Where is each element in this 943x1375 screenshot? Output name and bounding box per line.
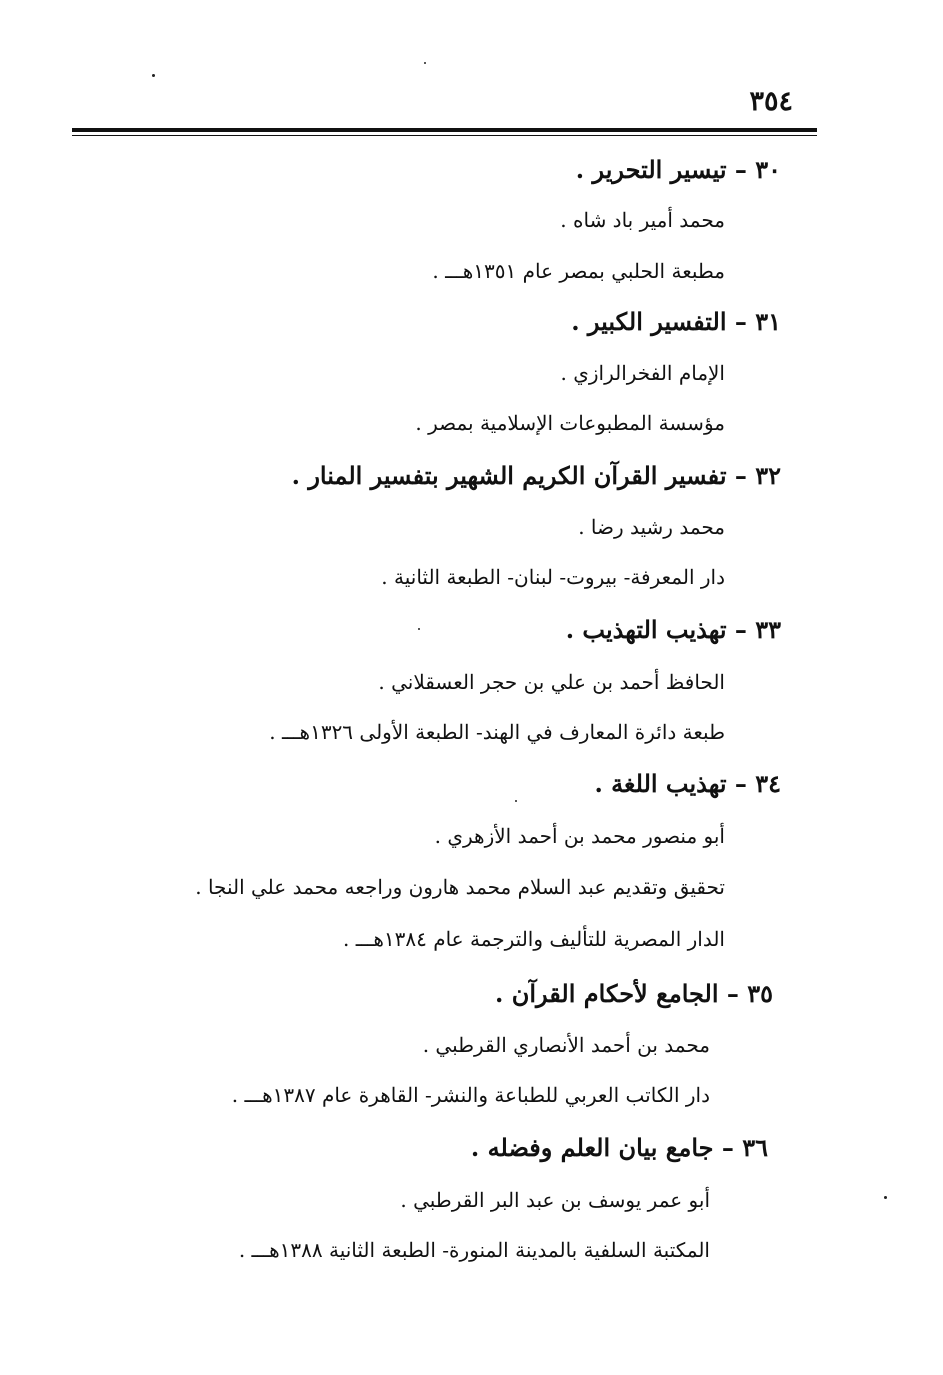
entry-author: الحافظ أحمد بن علي بن حجر العسقلاني . bbox=[378, 670, 725, 694]
entry-title: ٣٠ – تيسير التحرير . bbox=[575, 155, 781, 184]
entry-title: ٣٣ – تهذيب التهذيب . bbox=[565, 615, 781, 644]
page-number: ٣٥٤ bbox=[749, 86, 793, 117]
entry-title: ٣٦ – جامع بيان العلم وفضله . bbox=[470, 1133, 768, 1162]
header-rule-thin bbox=[72, 135, 817, 136]
entry-publication: مؤسسة المطبوعات الإسلامية بمصر . bbox=[415, 411, 725, 435]
entry-author: محمد أمير باد شاه . bbox=[560, 208, 725, 232]
scan-speck bbox=[884, 1196, 887, 1199]
entry-author: محمد بن أحمد الأنصاري القرطبي . bbox=[422, 1033, 710, 1057]
entry-publication: مطبعة الحلبي بمصر عام ١٣٥١هـــ . bbox=[432, 259, 725, 283]
entry-title: ٣١ – التفسير الكبير . bbox=[571, 307, 781, 336]
scan-speck bbox=[418, 628, 420, 630]
entry-author: أبو منصور محمد بن أحمد الأزهري . bbox=[434, 824, 725, 848]
entry-title: ٣٤ – تهذيب اللغة . bbox=[594, 769, 781, 798]
scan-speck bbox=[515, 800, 517, 802]
entry-author: أبو عمر يوسف بن عبد البر القرطبي . bbox=[400, 1188, 710, 1212]
scan-speck bbox=[424, 62, 426, 64]
entry-author: محمد رشيد رضا . bbox=[578, 515, 725, 539]
entry-title: ٣٢ – تفسير القرآن الكريم الشهير بتفسير المنار . bbox=[291, 461, 781, 490]
entry-publication: طبعة دائرة المعارف في الهند- الطبعة الأولى ١٣٢٦هـــ . bbox=[269, 720, 725, 744]
header-rule-thick bbox=[72, 128, 817, 132]
scan-speck bbox=[152, 74, 155, 77]
entry-publication: دار الكاتب العربي للطباعة والنشر- القاهرة عام ١٣٨٧هـــ . bbox=[231, 1083, 710, 1107]
entry-publication: الدار المصرية للتأليف والترجمة عام ١٣٨٤هـــ . bbox=[343, 927, 725, 951]
entry-publication: المكتبة السلفية بالمدينة المنورة- الطبعة الثانية ١٣٨٨هـــ . bbox=[238, 1238, 710, 1262]
entry-publication: دار المعرفة- بيروت- لبنان- الطبعة الثانية . bbox=[381, 565, 725, 589]
entry-editor: تحقيق وتقديم عبد السلام محمد هارون وراجعه محمد علي النجا . bbox=[195, 875, 725, 899]
entry-author: الإمام الفخرالرازي . bbox=[560, 361, 725, 385]
entry-title: ٣٥ – الجامع لأحكام القرآن . bbox=[495, 979, 773, 1008]
